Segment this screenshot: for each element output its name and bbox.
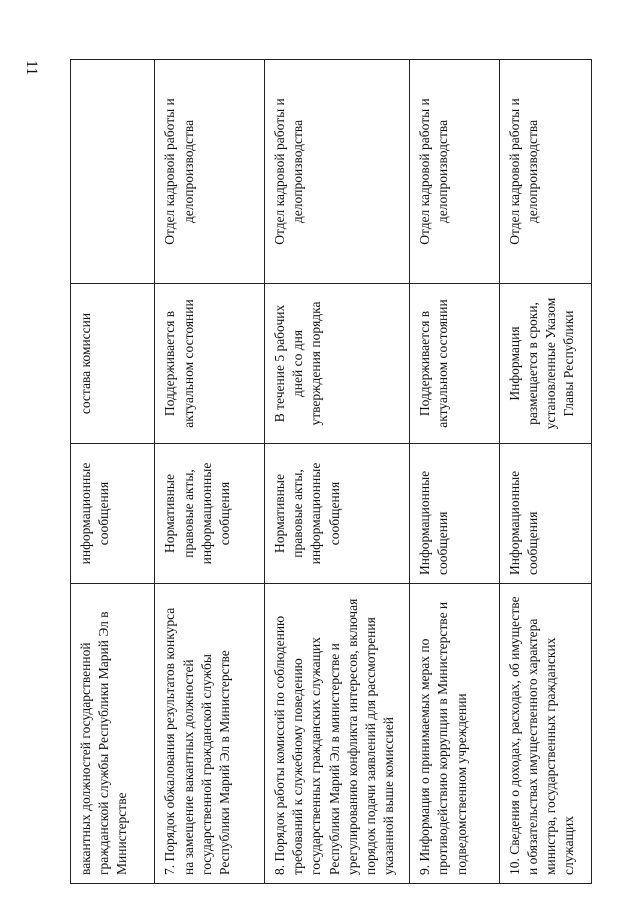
cell-placement-form: Информационные сообщения (499, 444, 591, 584)
cell-information-item: 9. Информация о принимаемых мерах по противодействию коррупции в Министерстве и подведомственном учреждении (410, 584, 499, 884)
cell-placement-form: Нормативные правовые акты, информационные сообщения (155, 444, 265, 584)
page-number: 11 (23, 60, 40, 76)
table-row (155, 60, 265, 884)
cell-information-item: 8. Порядок работы комиссий по соблюдению требований к служебному поведению государственных гражданских служащих Республики Марий Эл в министерстве и урегулированию конфликта интересов, включая порядок подачи заявлений для рассмотрения указанной выше комиссией (264, 584, 409, 884)
table-row (499, 60, 591, 884)
cell-timing: Поддерживается в актуальном состоянии (155, 284, 265, 444)
cell-timing: состава комиссии (71, 284, 155, 444)
cell-placement-form: информационные сообщения (71, 444, 155, 584)
cell-placement-form: Информационные сообщения (410, 444, 499, 584)
cell-timing: Информация размещается в сроки, установленные Указом Главы Республики (499, 284, 591, 444)
table-row (71, 60, 155, 884)
table-row (264, 60, 409, 884)
cell-responsible: Отдел кадровой работы и делопроизводства (264, 60, 409, 284)
cell-information-item: 7. Порядок обжалования результатов конкурса на замещение вакантных должностей государственной гражданской службы Республики Марий Эл в Министерстве (155, 584, 265, 884)
cell-information-item: вакантных должностей государственной гражданской службы Республики Марий Эл в Министерстве (71, 584, 155, 884)
cell-placement-form: Нормативные правовые акты, информационные сообщения (264, 444, 409, 584)
cell-responsible: Отдел кадровой работы и делопроизводства (410, 60, 499, 284)
cell-timing: В течение 5 рабочих дней со дня утверждения порядка (264, 284, 409, 444)
cell-responsible: Отдел кадровой работы и делопроизводства (155, 60, 265, 284)
cell-information-item: 10. Сведения о доходах, расходах, об имуществе и обязательствах имущественного характера министра, государственных гражданских служащих (499, 584, 591, 884)
table-row (410, 60, 499, 884)
information-table (70, 59, 592, 884)
cell-responsible (71, 60, 155, 284)
cell-timing: Поддерживается в актуальном состоянии (410, 284, 499, 444)
rotated-table-container (70, 60, 592, 884)
cell-responsible: Отдел кадровой работы и делопроизводства (499, 60, 591, 284)
